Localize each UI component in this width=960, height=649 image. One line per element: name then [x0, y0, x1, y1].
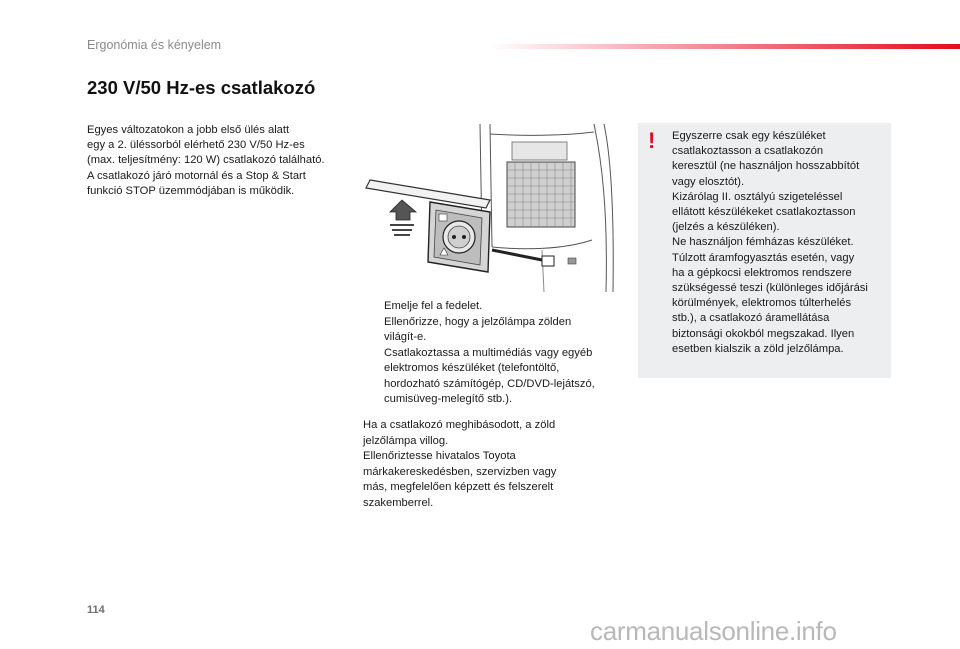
warning-line: ha a gépkocsi elektromos rendszere	[672, 266, 852, 279]
header-accent-bar	[490, 44, 960, 49]
note-line: szakemberrel.	[363, 496, 434, 509]
warning-line: Kizárólag II. osztályú szigeteléssel	[672, 190, 843, 203]
list-item	[363, 346, 623, 408]
intro-line: egy a 2. üléssorból elérhető 230 V/50 Hz-es	[87, 139, 305, 152]
warning-line: körülmények, elektromos túlterhelés	[672, 297, 852, 310]
intro-paragraph	[87, 123, 357, 199]
intro-line: (max. teljesítmény: 120 W) csatlakozó található.	[87, 154, 325, 167]
note-line: jelzőlámpa villog.	[363, 434, 449, 447]
warning-line: vagy elosztót).	[672, 175, 745, 188]
intro-line: Egyes változatokon a jobb első ülés alatt	[87, 124, 290, 136]
note-line: márkakereskedésben, szervizben vagy	[363, 465, 557, 478]
socket-illustration	[362, 122, 614, 294]
page-title: 230 V/50 Hz-es csatlakozó	[87, 77, 316, 98]
warning-icon: !	[648, 128, 656, 153]
step-line: elektromos készüléket (telefontöltő,	[384, 362, 560, 374]
step-line: világít-e.	[384, 331, 427, 343]
warning-line: Egyszerre csak egy készüléket	[672, 130, 826, 142]
step-line: Csatlakoztassa a multimédiás vagy egyéb	[384, 346, 593, 359]
warning-text	[672, 129, 887, 357]
warning-line: szükségessé teszi (különleges időjárási	[672, 282, 868, 295]
warning-line: keresztül (ne használjon hosszabbítót	[672, 160, 860, 173]
intro-line: A csatlakozó járó motornál és a Stop & Start	[87, 169, 306, 182]
step-line: Ellenőrizze, hogy a jelzőlámpa zölden	[384, 315, 572, 328]
warning-line: esetben kialszik a zöld jelzőlámpa.	[672, 342, 844, 355]
step-line: hordozható számítógép, CD/DVD-lejátszó,	[384, 377, 595, 390]
warning-line: stb.), a csatlakozó áramellátása	[672, 312, 830, 325]
list-item	[363, 299, 623, 315]
watermark: carmanualsonline.info	[590, 616, 837, 646]
warning-line: Ne használjon fémházas készüléket.	[672, 236, 854, 249]
note-line: Ellenőriztesse hivatalos Toyota	[363, 450, 516, 462]
note-line: Ha a csatlakozó meghibásodott, a zöld	[363, 419, 556, 431]
step-line: cumisüveg-melegítő stb.).	[384, 393, 513, 405]
warning-line: biztonsági okokból megszakad. Ilyen	[672, 327, 855, 340]
step-line: Emelje fel a fedelet.	[384, 300, 483, 312]
section-title: Ergonómia és kényelem	[87, 38, 222, 52]
warning-line: Túlzott áramfogyasztás esetén, vagy	[672, 251, 855, 264]
malfunction-note	[363, 418, 613, 511]
list-item	[363, 315, 623, 346]
steps-list	[363, 299, 623, 408]
note-line: más, megfelelően képzett és felszerelt	[363, 481, 554, 493]
warning-line: (jelzés a készüléken).	[672, 221, 780, 234]
warning-line: ellátott készülékeket csatlakoztasson	[672, 206, 856, 219]
page-number: 114	[87, 604, 105, 616]
intro-line: funkció STOP üzemmódjában is működik.	[87, 184, 295, 197]
warning-line: csatlakoztasson a csatlakozón	[672, 145, 824, 158]
